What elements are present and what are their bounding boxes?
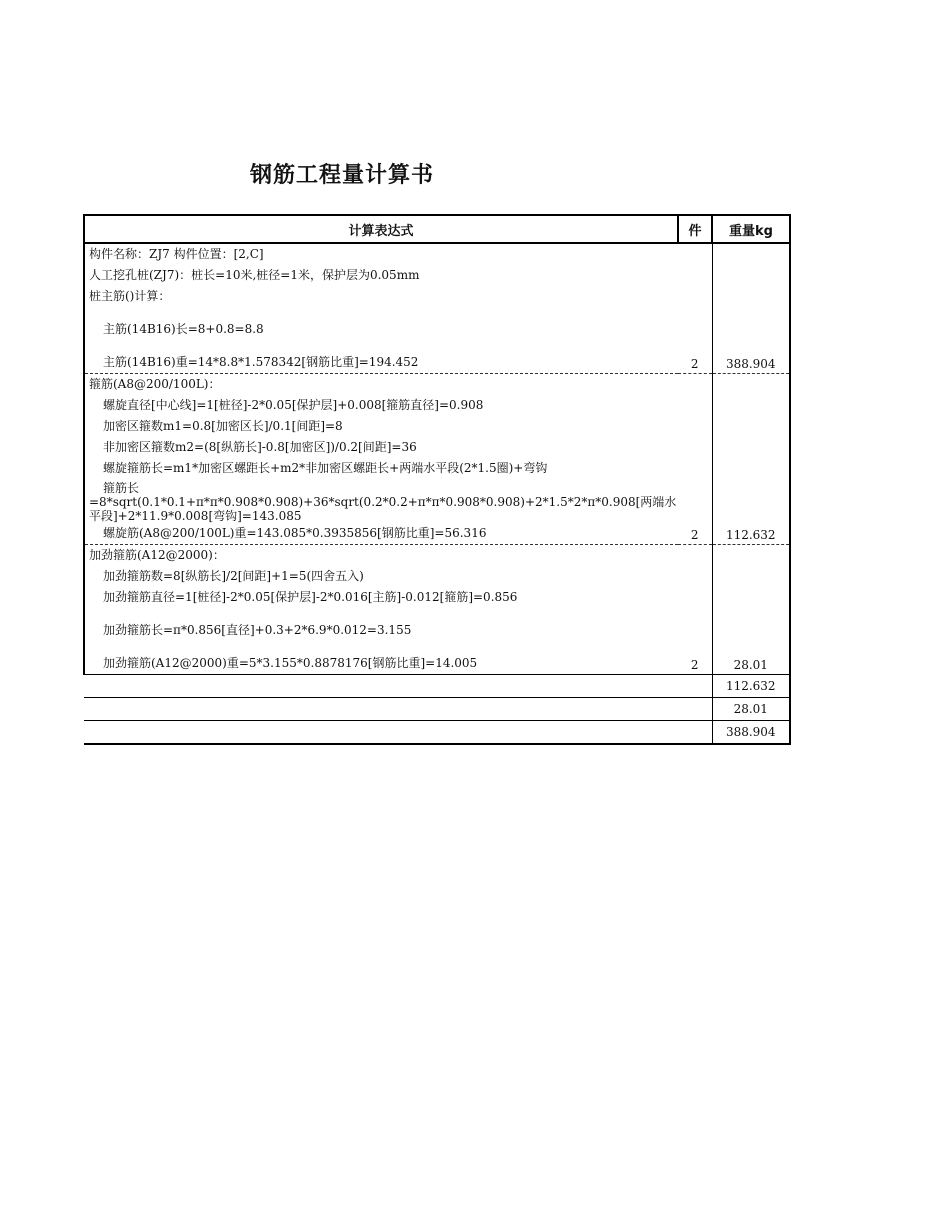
spiral-heading: 箍筋(A8@200/100L)： [89,377,221,391]
spiral-length-value: =8*sqrt(0.1*0.1+π*π*0.908*0.908)+36*sqrt(0.2*0.2+π*π*0.908*0.908)+2*1.5*2*π*0.908[两端水平段]+2*11.9*0.008[弯钩]=143.085 [89,495,677,523]
hoop-weight: 加劲箍筋(A12@2000)重=5*3.155*0.8878176[钢筋比重]=14.005 [103,656,478,670]
hoop-heading: 加劲箍筋(A12@2000)： [89,548,225,562]
spiral-dense-count: 加密区箍数m1=0.8[加密区长]/0.1[间距]=8 [103,419,343,433]
page-title: 钢筋工程量计算书 [250,163,435,188]
summary-weight: 28.01 [712,698,790,721]
hoop-diameter: 加劲箍筋直径=1[桩径]-2*0.05[保护层]-2*0.016[主筋]-0.012[箍筋]=0.856 [103,590,518,604]
hoop-count: 2 [678,545,712,675]
pile-description: 人工挖孔桩(ZJ7)：桩长=10米,桩径=1米，保护层为0.05mm [89,268,420,282]
spiral-normal-count: 非加密区箍数m2=(8[纵筋长]-0.8[加密区])/0.2[间距]=36 [103,440,417,454]
main-bar-weight: 主筋(14B16)重=14*8.8*1.578342[钢筋比重]=194.452 [103,355,419,369]
calculation-table [83,214,791,745]
section-spiral-stirrup-expression [84,374,678,545]
spiral-length-calc [89,481,678,523]
section-main-bar-expression [84,243,678,374]
spiral-weight: 螺旋筋(A8@200/100L)重=143.085*0.3935856[钢筋比重]=56.316 [103,526,487,540]
summary-weight: 388.904 [712,721,790,745]
spiral-length-formula: 螺旋箍筋长=m1*加密区螺距长+m2*非加密区螺距长+两端水平段(2*1.5圈)+弯钩 [103,461,548,475]
header-expression: 计算表达式 [84,215,678,243]
hoop-number: 加劲箍筋数=8[纵筋长]/2[间距]+1=5(四舍五入) [103,569,364,583]
section-stiffening-hoop-expression [84,545,678,675]
spiral-length-label: 箍筋长 [103,481,140,495]
main-bar-total-weight: 388.904 [712,243,790,374]
section-main-bar [84,243,790,374]
member-info: 构件名称：ZJ7 构件位置：[2,C] [89,247,264,261]
main-bar-calc-heading: 桩主筋()计算： [89,289,171,303]
summary-row [84,698,790,721]
spiral-diameter: 螺旋直径[中心线]=1[桩径]-2*0.05[保护层]+0.008[箍筋直径]=0.908 [103,398,484,412]
summary-row [84,675,790,698]
spiral-total-weight: 112.632 [712,374,790,545]
summary-row [84,721,790,745]
main-bar-count: 2 [690,357,699,371]
main-bar-length: 主筋(14B16)长=8+0.8=8.8 [103,322,264,336]
summary-weight: 112.632 [712,675,790,698]
header-weight: 重量kg [712,215,790,243]
hoop-length: 加劲箍筋长=π*0.856[直径]+0.3+2*6.9*0.012=3.155 [103,623,412,637]
spiral-count: 2 [678,374,712,545]
hoop-total-weight: 28.01 [712,545,790,675]
section-stiffening-hoop [84,545,790,675]
header-count: 件 [678,215,712,243]
table-header-row [84,215,790,243]
section-spiral-stirrup [84,374,790,545]
